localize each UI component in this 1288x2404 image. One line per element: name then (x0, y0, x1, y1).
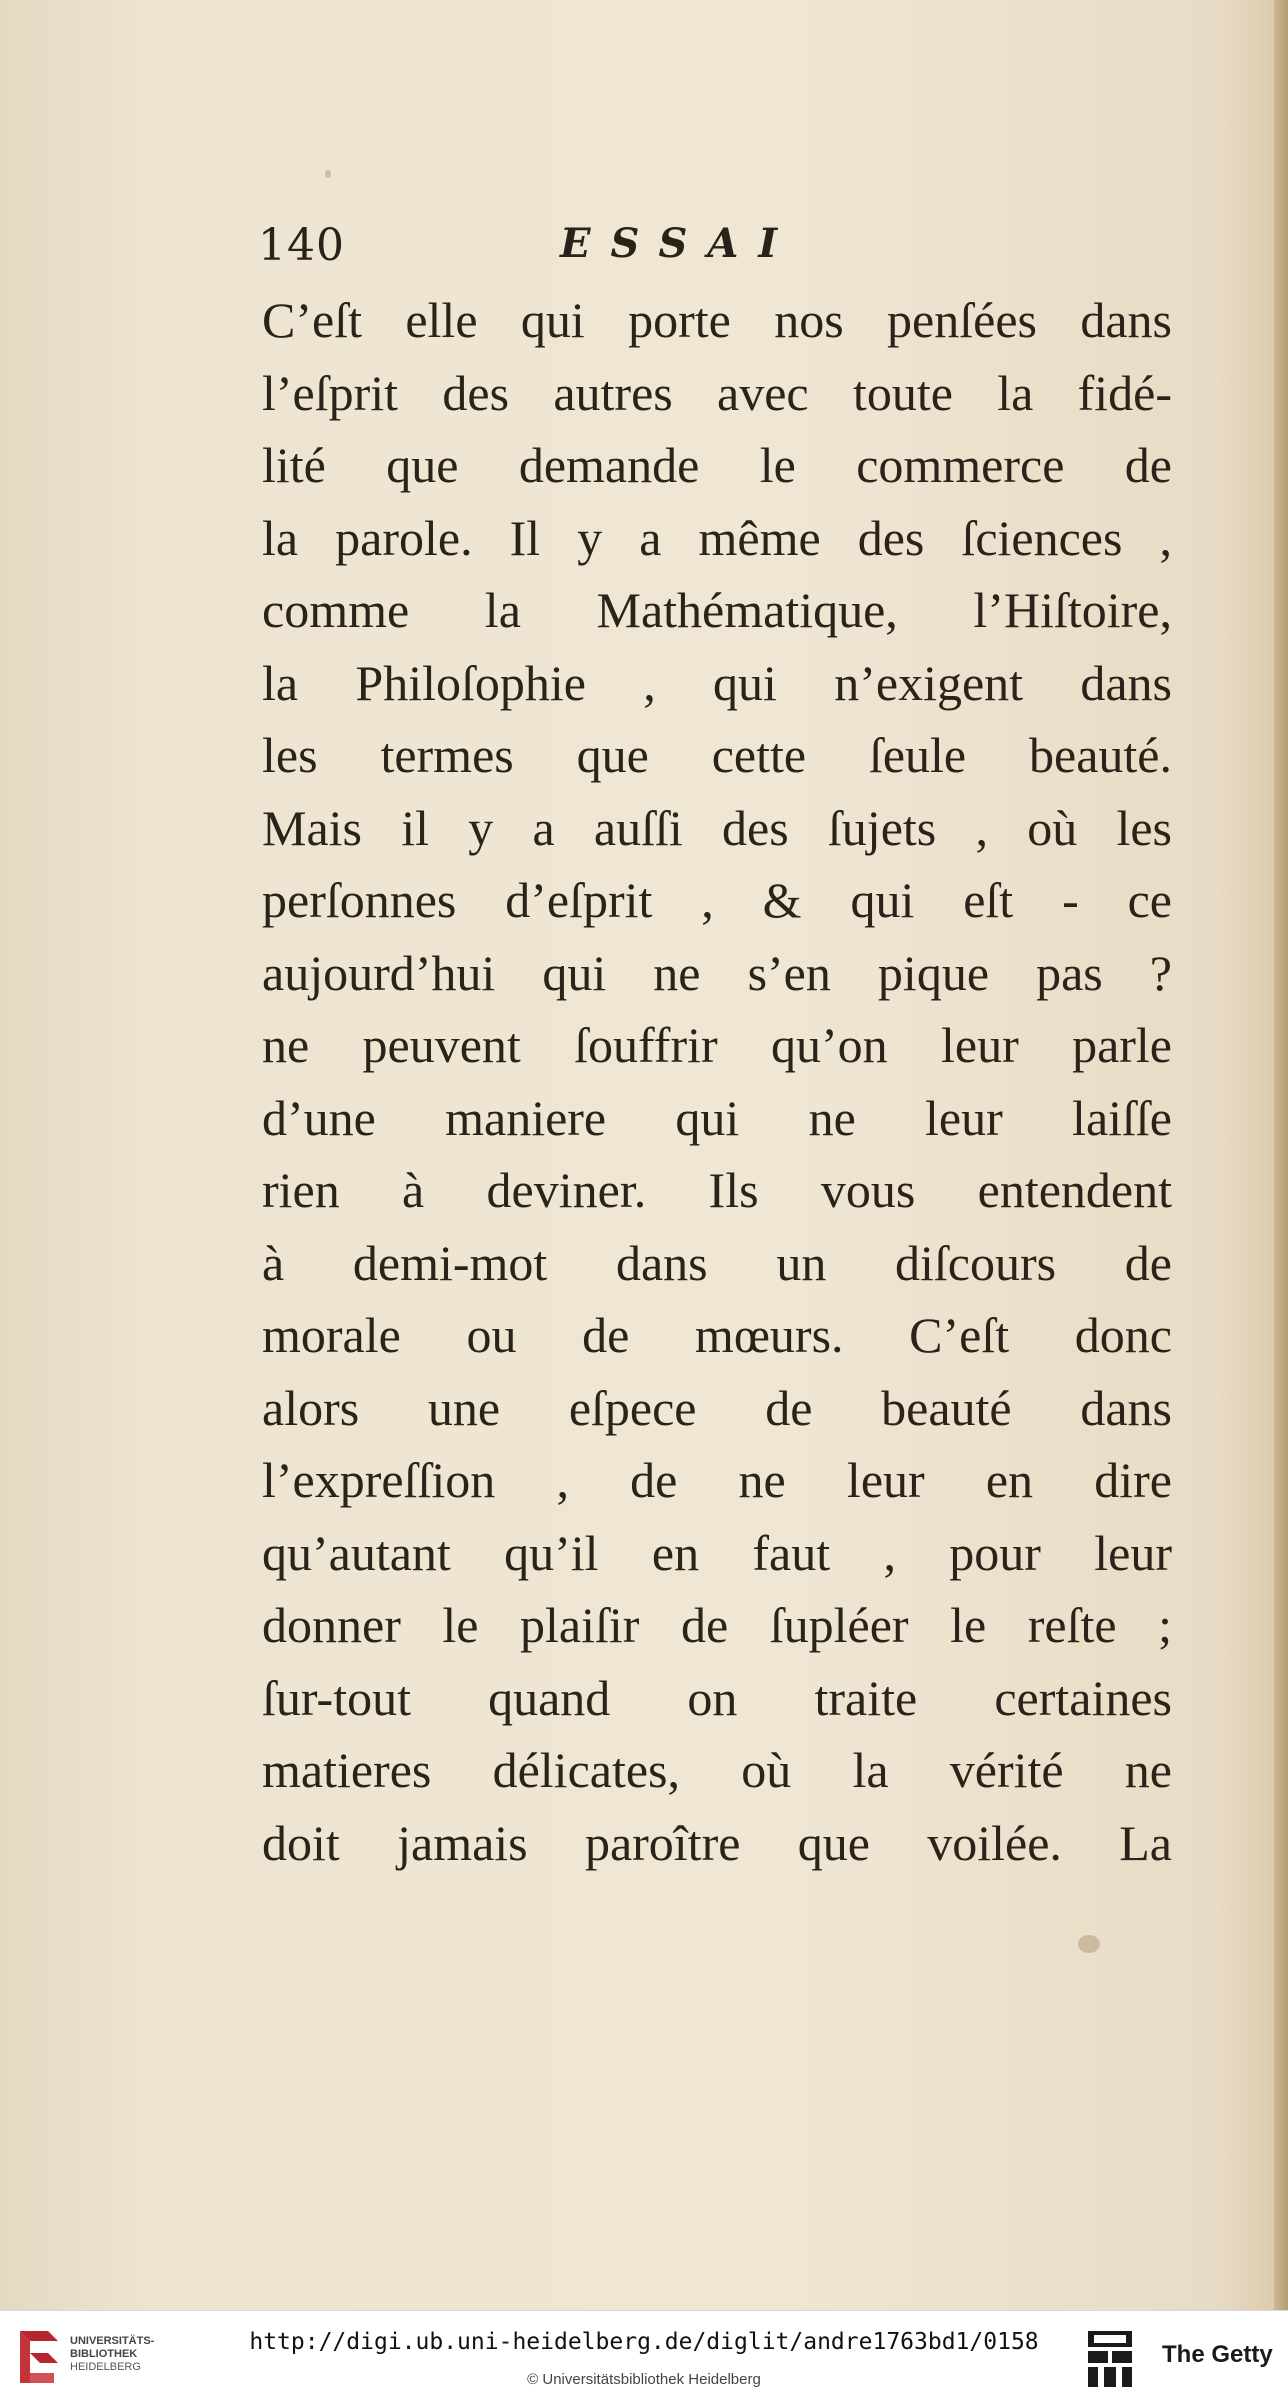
text-line: la parole. Il y a même des ſciences , (262, 509, 1172, 566)
text-line: l’expreſſion , de ne leur en dire (262, 1452, 1172, 1508)
library-name-line: HEIDELBERG (70, 2361, 141, 2373)
library-name (70, 2335, 154, 2374)
text-line: à demi-mot dans un diſcours de (262, 1234, 1172, 1291)
permalink-link[interactable]: http://digi.ub.uni-heidelberg.de/diglit/andre1763bd1/0158 (249, 2329, 1039, 2355)
text-line: Mais il y a auſſi des ſujets , où les (262, 799, 1172, 856)
page-number: 140 (258, 220, 345, 271)
library-name-line: UNIVERSITÄTS- (70, 2335, 155, 2347)
foxing-spot (325, 170, 331, 178)
text-line: rien à deviner. Ils vous entendent (262, 1162, 1172, 1218)
text-line: alors une eſpece de beauté dans (262, 1379, 1172, 1436)
text-line: donner le plaiſir de ſupléer le reſte ; (262, 1597, 1172, 1653)
text-line: lité que demande le commerce de (262, 437, 1172, 493)
foxing-spot (1078, 1935, 1100, 1953)
footer-bar (0, 2310, 1288, 2404)
text-line: l’eſprit des autres avec toute la fidé- (262, 364, 1172, 421)
text-line: ne peuvent ſouffrir qu’on leur parle (262, 1017, 1172, 1073)
text-line: aujourd’hui qui ne s’en pique pas ? (262, 944, 1172, 1001)
getty-label: The Getty (1162, 2341, 1273, 2368)
running-title: ESSAI (560, 220, 798, 267)
text-line: les termes que cette ſeule beauté. (262, 727, 1172, 783)
text-line: qu’autant qu’il en faut , pour leur (262, 1524, 1172, 1581)
text-line: morale ou de mœurs. C’eſt donc (262, 1307, 1172, 1363)
text-line: ſur-tout quand on traite certaines (262, 1669, 1172, 1726)
book-spine-edge (1274, 0, 1288, 2310)
text-line: matieres délicates, où la vérité ne (262, 1742, 1172, 1798)
getty-logo-icon (1084, 2327, 1136, 2391)
copyright-notice: © Universitätsbibliothek Heidelberg (527, 2371, 761, 2388)
text-line: perſonnes d’eſprit , & qui eſt - ce (262, 872, 1172, 928)
text-line: la Philoſophie , qui n’exigent dans (262, 654, 1172, 711)
page-header (258, 220, 1158, 280)
text-line: d’une maniere qui ne leur laiſſe (262, 1089, 1172, 1146)
text-line: comme la Mathématique, l’Hiſtoire, (262, 582, 1172, 638)
library-name-line: BIBLIOTHEK (70, 2348, 138, 2360)
body-text (262, 284, 1172, 1879)
text-line: doit jamais paroître que voilée. La (262, 1814, 1172, 1871)
text-line: C’eſt elle qui porte nos penſées dans (262, 292, 1172, 348)
